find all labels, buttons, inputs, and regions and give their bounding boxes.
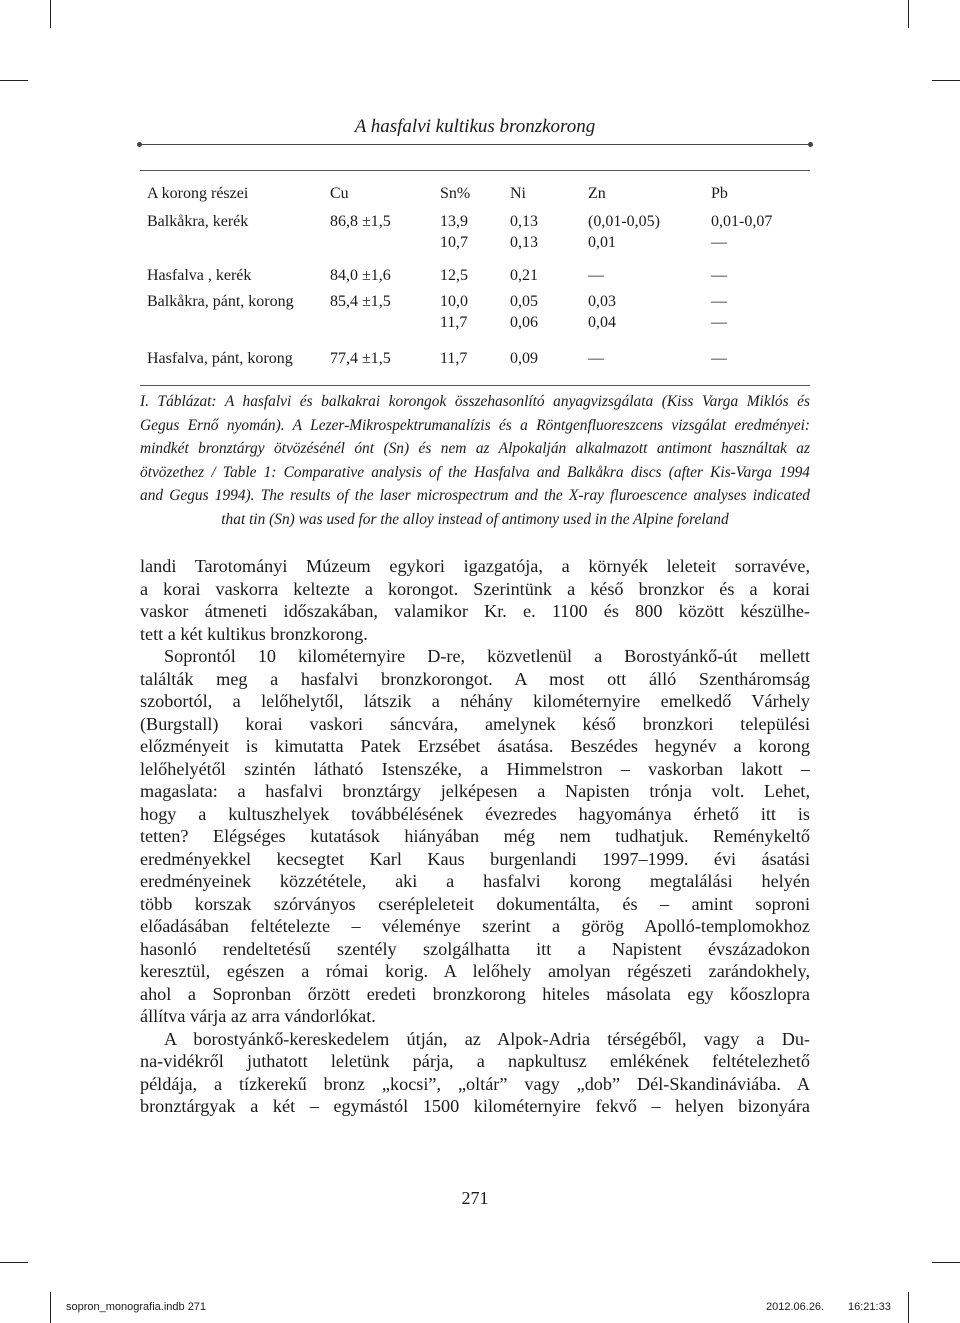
body-line: landi Tarotományi Múzeum egykori igazgatója, a környék leleteit sorravéve,: [140, 556, 810, 576]
table-cell-ni: 0,06: [510, 314, 538, 331]
table-caption: [140, 390, 810, 532]
caption-line: I. Táblázat: A hasfalvi és balkakrai korongok összehasonlító anyagvizsgálata (Kiss Varga Miklós és: [140, 393, 810, 410]
table-cell-ni: 0,05: [510, 293, 538, 310]
body-line: állítva várja az arra vándorlókat.: [140, 1006, 376, 1026]
table-cell-ni: 0,13: [510, 234, 538, 251]
body-line: lelőhelyétől szintén látható Istenszéke, a Himmelstron – vaskorban lakott –: [140, 758, 810, 779]
table-row: [140, 234, 810, 256]
body-line: vaskor átmeneti időszakában, valamikor Kr. e. 1100 és 800 között készülhe-: [140, 601, 810, 621]
table-cell-zn: —: [588, 267, 604, 284]
body-line: előzményeit is kimutatta Patek Erzsébet ásatása. Beszédes hegynév a korong: [140, 736, 810, 756]
table-cell-zn: (0,01-0,05): [588, 213, 660, 230]
table-cell-part: Balkåkra, pánt, korong: [147, 293, 294, 310]
crop-mark: [932, 80, 960, 81]
table-row: [140, 314, 810, 336]
table-cell-pb: 0,01-0,07: [711, 213, 773, 230]
body-line: Soprontól 10 kilométernyire D-re, közvetlenül a Borostyánkő-út mellett: [164, 646, 810, 666]
table-cell-zn: 0,04: [588, 314, 616, 331]
table-cell-zn: 0,01: [588, 234, 616, 251]
caption-line: ötvözethez / Table 1: Comparative analysis of the Hasfalva and Balkåkra discs (after Kis-Varga 1994: [140, 463, 810, 481]
crop-mark: [908, 1292, 909, 1323]
header-rule: [140, 144, 810, 145]
body-line: tett a két kultikus bronzkorong.: [140, 623, 368, 644]
body-line: bronztárgyak a két – egymástól 1500 kilométernyire fekvő – helyen bizonyára: [140, 1096, 810, 1116]
table-cell-cu: 85,4 ±1,5: [330, 293, 391, 310]
crop-mark: [0, 1262, 28, 1263]
table-cell-zn: 0,03: [588, 293, 616, 310]
table-cell-ni: 0,13: [510, 213, 538, 230]
table-cell-sn: 12,5: [440, 267, 468, 284]
table-row: [140, 267, 810, 289]
page-number: 271: [461, 1188, 489, 1208]
crop-mark: [908, 0, 909, 28]
table-header-cell: Ni: [510, 185, 526, 202]
body-line: magaslata: a hasfalvi bronztárgy jelképesen a Napisten trónja volt. Lehet,: [140, 781, 810, 801]
table-header-cell: Zn: [588, 185, 606, 202]
crop-mark: [50, 1292, 51, 1323]
table-row: [140, 293, 810, 315]
caption-line: and Gegus 1994). The results of the laser microspectrum and the X-ray fluroescence analyses indicated: [140, 487, 810, 505]
body-line: A borostyánkő-kereskedelem útján, az Alpok-Adria térségéből, vagy a Du-: [164, 1028, 810, 1049]
body-line: találták meg a hasfalvi bronzkorongot. A most ott álló Szentháromság: [140, 668, 810, 689]
table-cell-part: Balkåkra, kerék: [147, 213, 249, 230]
table-cell-sn: 10,0: [440, 293, 468, 310]
table-cell-pb: —: [711, 234, 727, 251]
crop-mark: [0, 80, 28, 81]
body-line: keresztül, egészen a római korig. A lelőhely amolyan régészeti zarándokhely,: [140, 961, 810, 981]
table-header-row: [140, 185, 810, 207]
body-line: hasonló rendeltetésű szentély szolgálhatta itt a Napistent évszázadokon: [140, 938, 810, 959]
composition-table: [140, 170, 810, 386]
table-cell-pb: —: [711, 350, 727, 367]
table-cell-pb: —: [711, 314, 727, 331]
body-line: tetten? Elégséges kutatások hiányában még nem tudhatjuk. Reménykeltő: [140, 826, 810, 846]
table-cell-ni: 0,09: [510, 350, 538, 367]
crop-mark: [50, 0, 51, 28]
table-cell-cu: 84,0 ±1,6: [330, 267, 391, 284]
table-row: [140, 213, 810, 235]
body-line: ahol a Sopronban őrzött eredeti bronzkorong hiteles másolata egy kőoszlopra: [140, 983, 810, 1004]
crop-mark: [932, 1262, 960, 1263]
caption-line: that tin (Sn) was used for the alloy instead of antimony used in the Alpine foreland: [221, 510, 729, 528]
table-cell-sn: 13,9: [440, 213, 468, 230]
caption-line: mindkét bronztárgy ötvözésénél ónt (Sn) és nem az Alpokalján alkalmazott antimont használtak az: [140, 440, 810, 458]
table-row: [140, 350, 810, 372]
body-text: [140, 555, 810, 1118]
caption-line: Gegus Ernő nyomán). A Lezer-Mikrospektrumanalízis és a Röntgenfluoreszcens vizsgálat eredményei:: [140, 416, 810, 434]
table-cell-pb: —: [711, 293, 727, 310]
table-cell-sn: 10,7: [440, 234, 468, 251]
body-line: előadásában feltételezte – véleménye szerint a görög Apolló-templomokhoz: [140, 916, 810, 936]
body-line: szobortól, a lelőhelytől, látszik a néhány kilométernyire emelkedő Várhely: [140, 691, 810, 711]
body-line: eredményekkel kecsegtet Karl Kaus burgenlandi 1997–1999. évi ásatási: [140, 848, 810, 869]
footer-time: 16:21:33: [848, 1301, 891, 1313]
body-line: na-vidékről juthatott leletünk párja, a napkultusz emlékének feltételezhető: [140, 1051, 810, 1071]
body-line: (Burgstall) korai vaskori sáncvára, amelynek késő bronzkori települési: [140, 713, 810, 734]
table-cell-part: Hasfalva, pánt, korong: [147, 350, 293, 367]
body-line: hogy a kultuszhelyek továbbélésének évezredes hagyománya érhető itt is: [140, 803, 810, 824]
running-head: A hasfalvi kultikus bronzkorong: [354, 116, 596, 137]
table-cell-ni: 0,21: [510, 267, 538, 284]
table-header-cell: A korong részei: [147, 185, 249, 202]
table-cell-zn: —: [588, 350, 604, 367]
table-header-cell: Sn%: [440, 185, 471, 202]
table-cell-pb: —: [711, 267, 727, 284]
footer-file: sopron_monografia.indb 271: [66, 1301, 207, 1313]
body-line: a korai vaskorra keltezte a korongot. Szerintünk a késő bronzkor és a korai: [140, 578, 810, 599]
table-cell-cu: 86,8 ±1,5: [330, 213, 391, 230]
table-header-cell: Cu: [330, 185, 349, 202]
table-cell-part: Hasfalva , kerék: [147, 267, 252, 284]
table-header-cell: Pb: [711, 185, 728, 202]
body-line: példája, a tízkerekű bronz „kocsi”, „oltár” vagy „dob” Dél-Skandináviába. A: [140, 1073, 810, 1094]
body-line: eredményeinek közzététele, aki a hasfalvi korong megtalálási helyén: [140, 871, 810, 891]
table-cell-cu: 77,4 ±1,5: [330, 350, 391, 367]
table-cell-sn: 11,7: [440, 350, 468, 367]
body-line: több korszak szórványos cserépleleteit dokumentálta, és – amint soproni: [140, 893, 810, 914]
table-cell-sn: 11,7: [440, 314, 468, 331]
footer-date: 2012.06.26.: [766, 1301, 825, 1313]
